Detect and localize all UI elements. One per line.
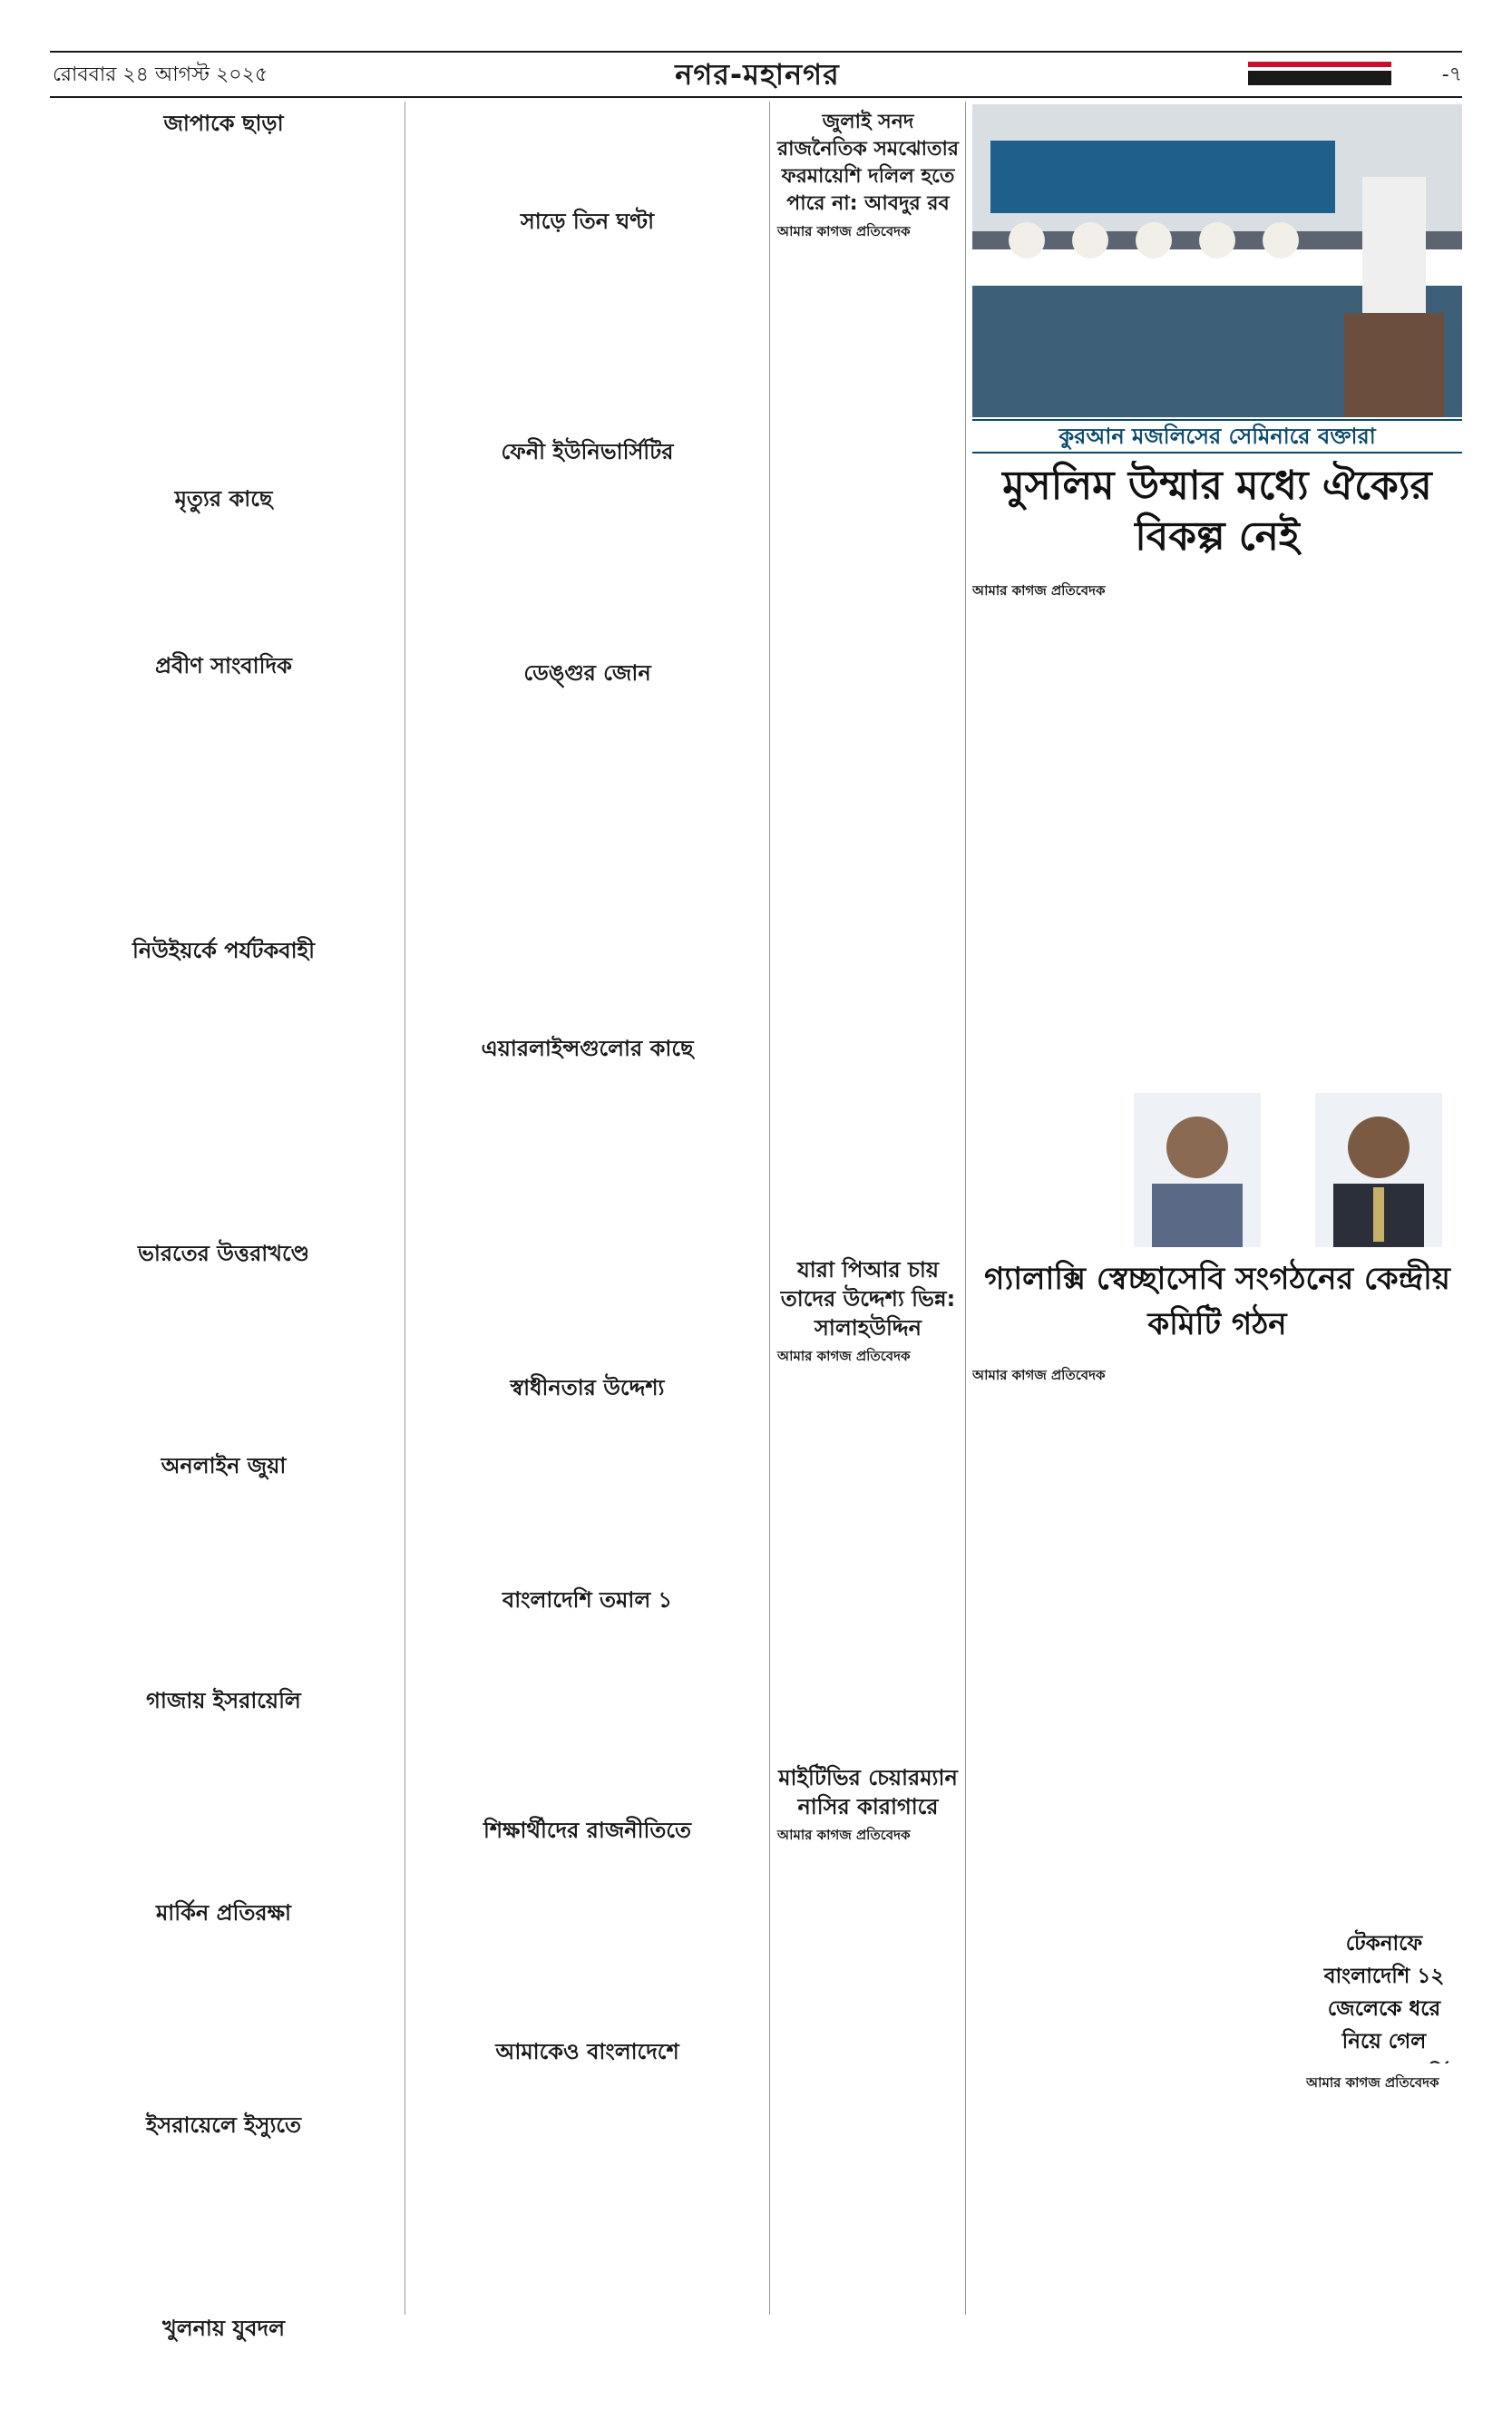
issue-date: রোববার ২৪ আগস্ট ২০২৫ xyxy=(53,63,268,86)
column-separator xyxy=(965,102,966,2315)
galaxy-body-col-1 xyxy=(972,1365,1128,1859)
headline: অনলাইন জুয়া xyxy=(161,1453,287,1478)
headline: ইসরায়েলে ইস্যুতে xyxy=(145,2112,302,2138)
byline: আমার কাগজ প্রতিবেদক xyxy=(777,223,911,239)
galaxy-body-col-2 xyxy=(1139,1365,1295,1859)
headline: ডেঙ্গুর জোন xyxy=(523,660,651,686)
headline: জাপাকে ছাড়া xyxy=(163,111,284,136)
byline: আমার কাগজ প্রতিবেদক xyxy=(972,1367,1106,1383)
headline: এয়ারলাইন্সগুলোর কাছে xyxy=(481,1036,694,1061)
headline: বাংলাদেশি তমাল ১ xyxy=(502,1587,673,1613)
headline: প্রবীণ সাংবাদিক xyxy=(155,653,292,678)
headline: আমাকেও বাংলাদেশে xyxy=(495,2039,679,2064)
section-title: নগর-মহানগর xyxy=(675,57,840,92)
headline: ভারতের উত্তরাখণ্ডে xyxy=(137,1241,310,1266)
galaxy-headline: গ্যালাক্সি স্বেচ্ছাসেবি সংগঠনের কেন্দ্রীয় কমিটি গঠন xyxy=(984,1261,1450,1342)
lead-body-col-2 xyxy=(1139,580,1295,1061)
newspaper-logo xyxy=(1243,53,1397,96)
byline: আমার কাগজ প্রতিবেদক xyxy=(972,582,1106,599)
headline: গাজায় ইসরায়েলি xyxy=(146,1688,301,1713)
portrait-right xyxy=(1315,1093,1442,1247)
headline: খুলনায় যুবদল xyxy=(161,2316,286,2341)
headline: মার্কিন প্রতিরক্ষা xyxy=(155,1900,292,1926)
headline: শিক্ষার্থীদের রাজনীতিতে xyxy=(483,1818,692,1843)
lead-body-col-3 xyxy=(1306,580,1462,1061)
column-1 xyxy=(50,102,397,2419)
column-separator xyxy=(769,102,770,2315)
byline: আমার কাগজ প্রতিবেদক xyxy=(1306,2074,1439,2091)
column-2 xyxy=(413,102,762,2224)
lead-body-col-1 xyxy=(972,580,1128,1061)
galaxy-body-col-3 xyxy=(1306,1365,1462,1859)
byline: আমার কাগজ প্রতিবেদক xyxy=(777,1827,911,1843)
headline-july-charter: জুলাই সনদ রাজনৈতিক সমঝোতার ফরমায়েশি দলিল হতে পারে না: আবদুর রব xyxy=(777,111,959,215)
seminar-photo xyxy=(972,104,1462,417)
headline: নিউইয়র্কে পর্যটকবাহী xyxy=(132,938,316,963)
byline: আমার কাগজ প্রতিবেদক xyxy=(777,1348,911,1364)
headline: স্বাধীনতার উদ্দেশ্য xyxy=(510,1375,665,1400)
headline: সাড়ে তিন ঘণ্টা xyxy=(520,209,655,234)
teknaf-headline: টেকনাফে বাংলাদেশি ১২ জেলেকে ধরে নিয়ে গেল xyxy=(1323,1932,1445,2053)
margin-strip xyxy=(1488,1252,1507,2122)
headline: ফেনী ইউনিভার্সিটির xyxy=(501,439,674,464)
photo-caption: কুরআন মজলিসের সেমিনারে বক্তারা xyxy=(972,419,1462,454)
headline-pr-demand: যারা পিআর চায় তাদের উদ্দেশ্য ভিন্ন: সালাহউদ্দিন xyxy=(780,1257,956,1341)
column-3 xyxy=(777,102,959,2208)
headline: মৃত্যুর কাছে xyxy=(174,486,273,512)
teknaf-body xyxy=(1306,2073,1462,2308)
portrait-left xyxy=(1134,1093,1261,1247)
headline-mytv-chairman: মাইটিভির চেয়ারম্যান নাসির কারাগারে xyxy=(778,1765,958,1819)
lead-headline: মুসলিম উম্মার মধ্যে ঐক্যের বিকল্প নেই xyxy=(1002,463,1432,560)
page-number: -৭ xyxy=(1441,63,1462,86)
masthead-bottom-rule xyxy=(50,96,1462,98)
